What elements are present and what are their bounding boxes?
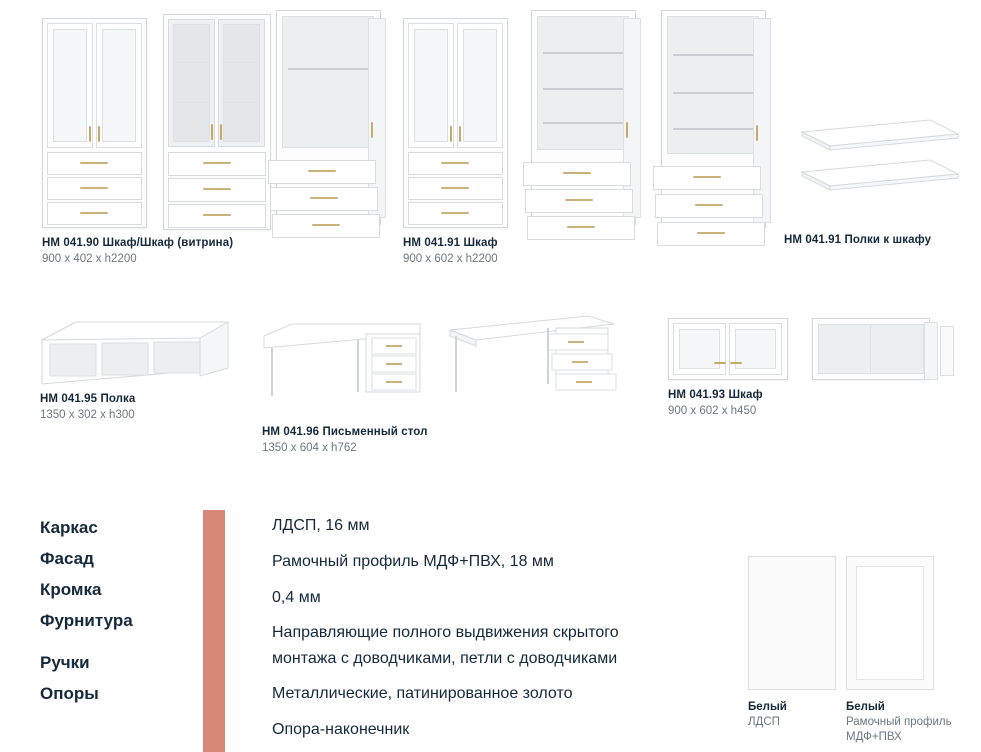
product-dims: 900 x 402 x h2200: [42, 253, 137, 265]
desk-drawing-right: [448, 314, 618, 400]
swatch-mdf-caption: [846, 700, 952, 745]
spec-accent-rule: [203, 510, 225, 752]
product-dims: 900 x 602 x h450: [668, 405, 757, 417]
figure-wardrobe-open-shelves: [523, 10, 645, 235]
product-title: НМ 041.91 Шкаф: [403, 237, 498, 249]
spec-value-edge: 0,4 мм: [272, 589, 321, 606]
figure-wall-shelf: [40, 318, 230, 390]
figure-wardrobe-open-shelves-2: [653, 10, 775, 240]
spec-label-list: [40, 512, 200, 709]
caption-product-1: [42, 236, 233, 267]
caption-product-6: [668, 388, 763, 419]
figure-wardrobe-open: [268, 10, 388, 232]
figure-upper-cabinet-closed: [668, 318, 788, 384]
spec-accent-tail: [212, 536, 215, 752]
spec-label-hardware: Фурнитура: [40, 611, 133, 630]
product-title: НМ 041.95 Полка: [40, 393, 136, 405]
caption-product-2: [403, 236, 498, 267]
figure-desk-right: [448, 314, 618, 400]
swatch-ldsp-caption: [748, 700, 787, 730]
spec-label-edge: Кромка: [40, 580, 102, 599]
figure-wardrobe-closed: [42, 18, 147, 228]
figure-upper-cabinet-open: [812, 318, 960, 388]
figure-wardrobe-display: [163, 14, 271, 230]
spec-value-frame: ЛДСП, 16 мм: [272, 517, 370, 534]
caption-product-5: [262, 425, 428, 456]
spec-value-handles: Металлические, патинированное золото: [272, 685, 573, 702]
caption-product-4: [40, 392, 135, 423]
product-title: НМ 041.91 Полки к шкафу: [784, 234, 932, 246]
spec-value-hardware-2: монтажа с доводчиками, петли с доводчиками: [272, 650, 618, 667]
spec-value-facade: Рамочный профиль МДФ+ПВХ, 18 мм: [272, 553, 554, 570]
spec-label-frame: Каркас: [40, 518, 98, 537]
figure-desk-left: [262, 318, 422, 400]
desk-drawing-left: [262, 318, 422, 400]
figure-shelves-pair: [780, 110, 960, 200]
swatch-sub: ЛДСП: [748, 716, 780, 728]
spec-label-handles: Ручки: [40, 653, 90, 672]
caption-product-3: [784, 233, 931, 248]
swatch-name: Белый: [846, 701, 885, 713]
swatch-frame-profile: [856, 566, 924, 680]
product-title: НМ 041.93 Шкаф: [668, 389, 763, 401]
product-title: НМ 041.90 Шкаф/Шкаф (витрина): [42, 237, 234, 249]
swatch-ldsp: [748, 556, 836, 690]
swatch-name: Белый: [748, 701, 787, 713]
spec-value-supports: Опора-наконечник: [272, 721, 410, 738]
spec-label-supports: Опоры: [40, 684, 99, 703]
product-dims: 1350 x 604 x h762: [262, 442, 357, 454]
product-dims: 1350 x 302 x h300: [40, 409, 135, 421]
swatch-mdf: [846, 556, 934, 690]
spec-value-list: [272, 512, 742, 744]
spec-label-facade: Фасад: [40, 549, 94, 568]
spec-value-hardware-1: Направляющие полного выдвижения скрытого: [272, 624, 619, 641]
swatch-sub: Рамочный профиль: [846, 716, 952, 728]
product-title: НМ 041.96 Письменный стол: [262, 426, 428, 438]
wall-shelf-drawing: [40, 318, 230, 390]
spec-accent-head: [203, 510, 225, 536]
figure-wardrobe-closed-2: [403, 18, 508, 228]
swatch-sub2: МДФ+ПВХ: [846, 731, 902, 743]
shelves-drawing: [780, 110, 960, 200]
product-dims: 900 x 602 x h2200: [403, 253, 498, 265]
